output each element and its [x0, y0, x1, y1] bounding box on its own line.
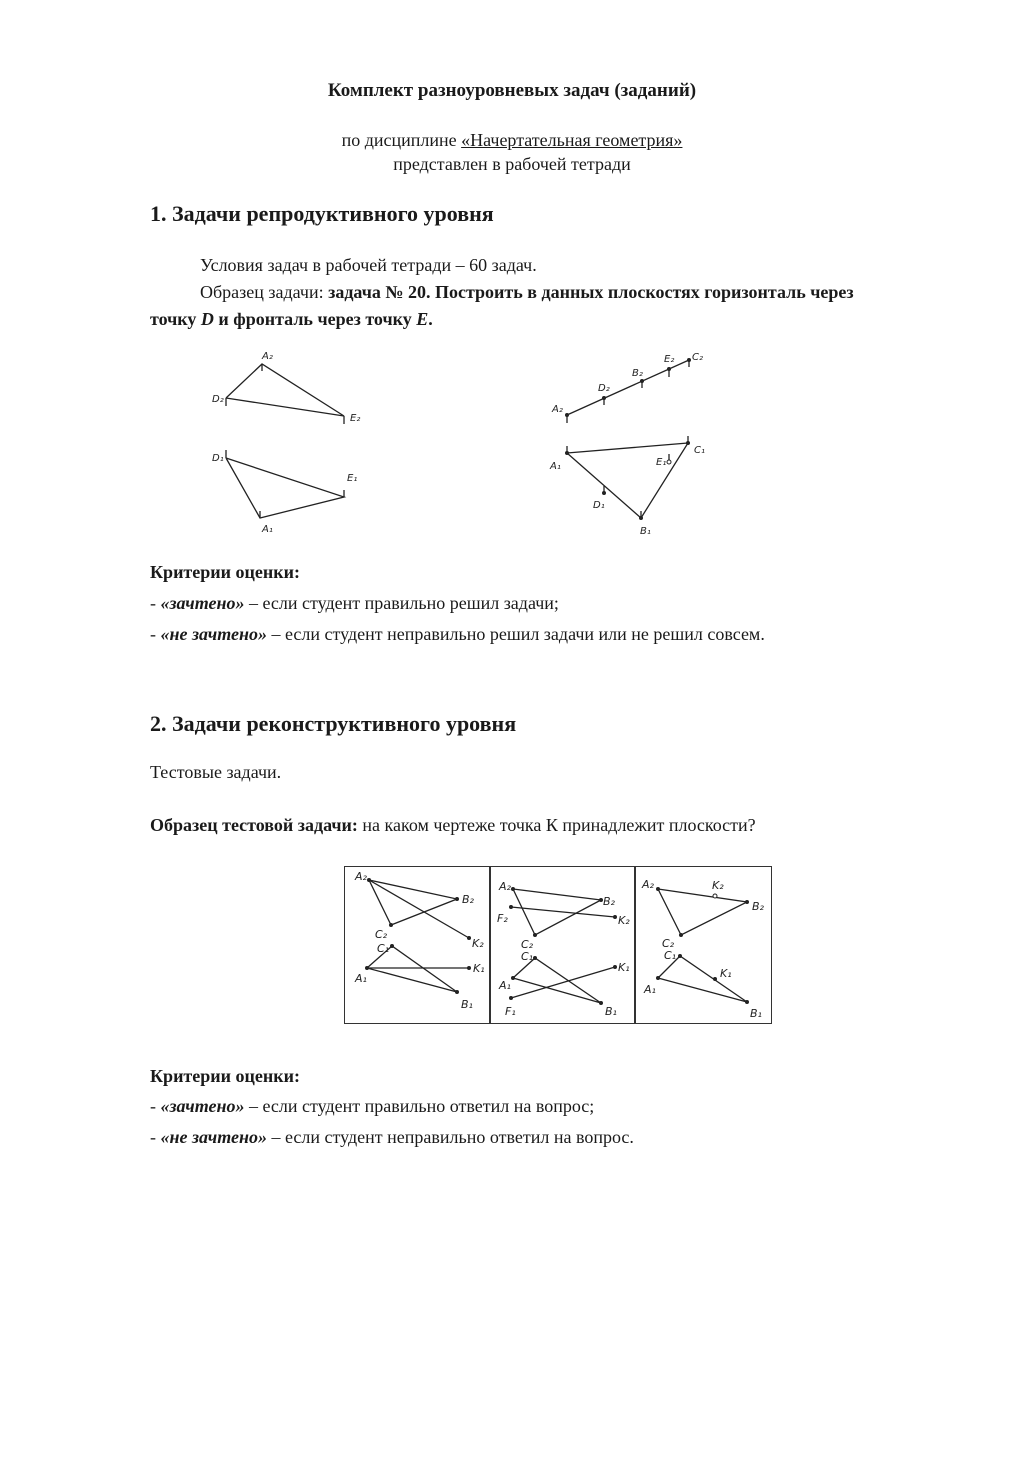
criterion-text: – если студент правильно ответил на вопрос;: [244, 1096, 595, 1116]
discipline-line: [0, 130, 1024, 151]
label-k1: K₁: [720, 967, 732, 980]
section2-criteria-heading: Критерии оценки:: [150, 1066, 300, 1086]
label-b1: B₁: [750, 1007, 762, 1020]
section2-criterion-fail: [150, 1127, 634, 1148]
label-b1: B₁: [605, 1005, 617, 1018]
label-b1: B₁: [461, 998, 473, 1011]
label-k2: K₂: [472, 937, 484, 950]
label-a2: A₂: [552, 404, 563, 415]
label-c2: C₂: [521, 938, 534, 951]
section1-sample-cont: [150, 309, 433, 330]
sample-end: .: [428, 309, 433, 329]
label-a1: A₁: [550, 461, 561, 472]
label-a1: A₁: [644, 983, 656, 996]
term: «зачтено»: [160, 1096, 245, 1116]
label-c1: C₁: [521, 950, 534, 963]
label-k1: K₁: [473, 962, 485, 975]
section1-conditions: Условия задач в рабочей тетради – 60 задач.: [200, 255, 537, 275]
label-f1: F₁: [505, 1005, 516, 1018]
label-d2: D₂: [598, 383, 610, 394]
triangle-horizontal-projection: [567, 443, 688, 518]
section1-criterion-pass: [150, 593, 559, 614]
section2-heading: 2. Задачи реконструктивного уровня: [150, 711, 517, 736]
bullet: -: [150, 1096, 161, 1116]
criterion-text: – если студент правильно решил задачи;: [244, 593, 559, 613]
label-b2: B₂: [462, 893, 474, 906]
label-c1: C₁: [694, 445, 705, 456]
label-a2: A₂: [262, 351, 273, 362]
triangle-frontal-projection: [226, 364, 344, 416]
label-b2: B₂: [752, 900, 764, 913]
label-a2: A₂: [499, 880, 511, 893]
criterion-text: – если студент неправильно ответил на вопрос.: [266, 1127, 634, 1147]
document-title: Комплект разноуровневых задач (заданий): [327, 80, 697, 101]
sample-label: Образец задачи:: [200, 282, 329, 302]
label-c2: C₂: [662, 937, 675, 950]
label-k2: K₂: [712, 879, 724, 892]
figure-left-drawing: [190, 340, 390, 540]
label-a2: A₂: [355, 870, 367, 883]
test-panel-2[interactable]: [491, 867, 634, 1023]
label-e1: E₁: [656, 457, 667, 468]
label-e2: E₂: [664, 354, 675, 365]
section2-sample: [150, 815, 756, 836]
label-e2: E₂: [350, 413, 361, 424]
label-a1: A₁: [355, 972, 367, 985]
criterion-text: – если студент неправильно решил задачи или не решил совсем.: [266, 624, 765, 644]
discipline-prefix: по дисциплине: [341, 130, 462, 150]
point-d: D: [200, 309, 214, 329]
bullet: -: [150, 593, 161, 613]
section1-heading: 1. Задачи репродуктивного уровня: [150, 201, 494, 226]
test-panel-1[interactable]: [345, 867, 489, 1023]
sample-task: задача № 20. Построить в данных плоскостях горизонталь через: [328, 282, 854, 302]
label-f2: F₂: [497, 912, 508, 925]
sample-label: Образец тестовой задачи:: [150, 815, 358, 835]
section1-criteria-heading: Критерии оценки:: [150, 562, 300, 582]
label-a2: A₂: [642, 878, 654, 891]
label-a1: A₁: [499, 979, 511, 992]
section1-sample: [200, 282, 980, 303]
section2-criterion-pass: [150, 1096, 594, 1117]
term: «не зачтено»: [160, 1127, 267, 1147]
label-b1: B₁: [640, 526, 651, 537]
bullet: -: [150, 624, 161, 644]
bullet: -: [150, 1127, 161, 1147]
label-b2: B₂: [632, 368, 643, 379]
label-c1: C₁: [664, 949, 677, 962]
label-k2: K₂: [618, 914, 630, 927]
sample-question: на каком чертеже точка К принадлежит плоскости?: [357, 815, 756, 835]
discipline-name: «Начертательная геометрия»: [461, 130, 683, 150]
label-b2: B₂: [603, 895, 615, 908]
label-d1: D₁: [593, 500, 605, 511]
test-panel-3[interactable]: [636, 867, 772, 1023]
sample-cont-1: точку: [150, 309, 201, 329]
section2-intro: Тестовые задачи.: [150, 762, 282, 782]
term: «зачтено»: [160, 593, 245, 613]
term: «не зачтено»: [160, 624, 267, 644]
figure-right-drawing: [540, 340, 720, 540]
label-a1: A₁: [262, 524, 273, 535]
label-c2: C₂: [375, 928, 388, 941]
label-e1: E₁: [347, 473, 358, 484]
point-e: E: [416, 309, 429, 329]
label-d1: D₁: [212, 453, 224, 464]
label-c1: C₁: [377, 942, 390, 955]
label-d2: D₂: [212, 394, 224, 405]
triangle-horizontal-projection: [226, 458, 344, 518]
label-c2: C₂: [692, 352, 703, 363]
label-k1: K₁: [618, 961, 630, 974]
section1-criterion-fail: [150, 624, 765, 645]
location-line: представлен в рабочей тетради: [393, 154, 631, 174]
sample-cont-2: и фронталь через точку: [213, 309, 417, 329]
